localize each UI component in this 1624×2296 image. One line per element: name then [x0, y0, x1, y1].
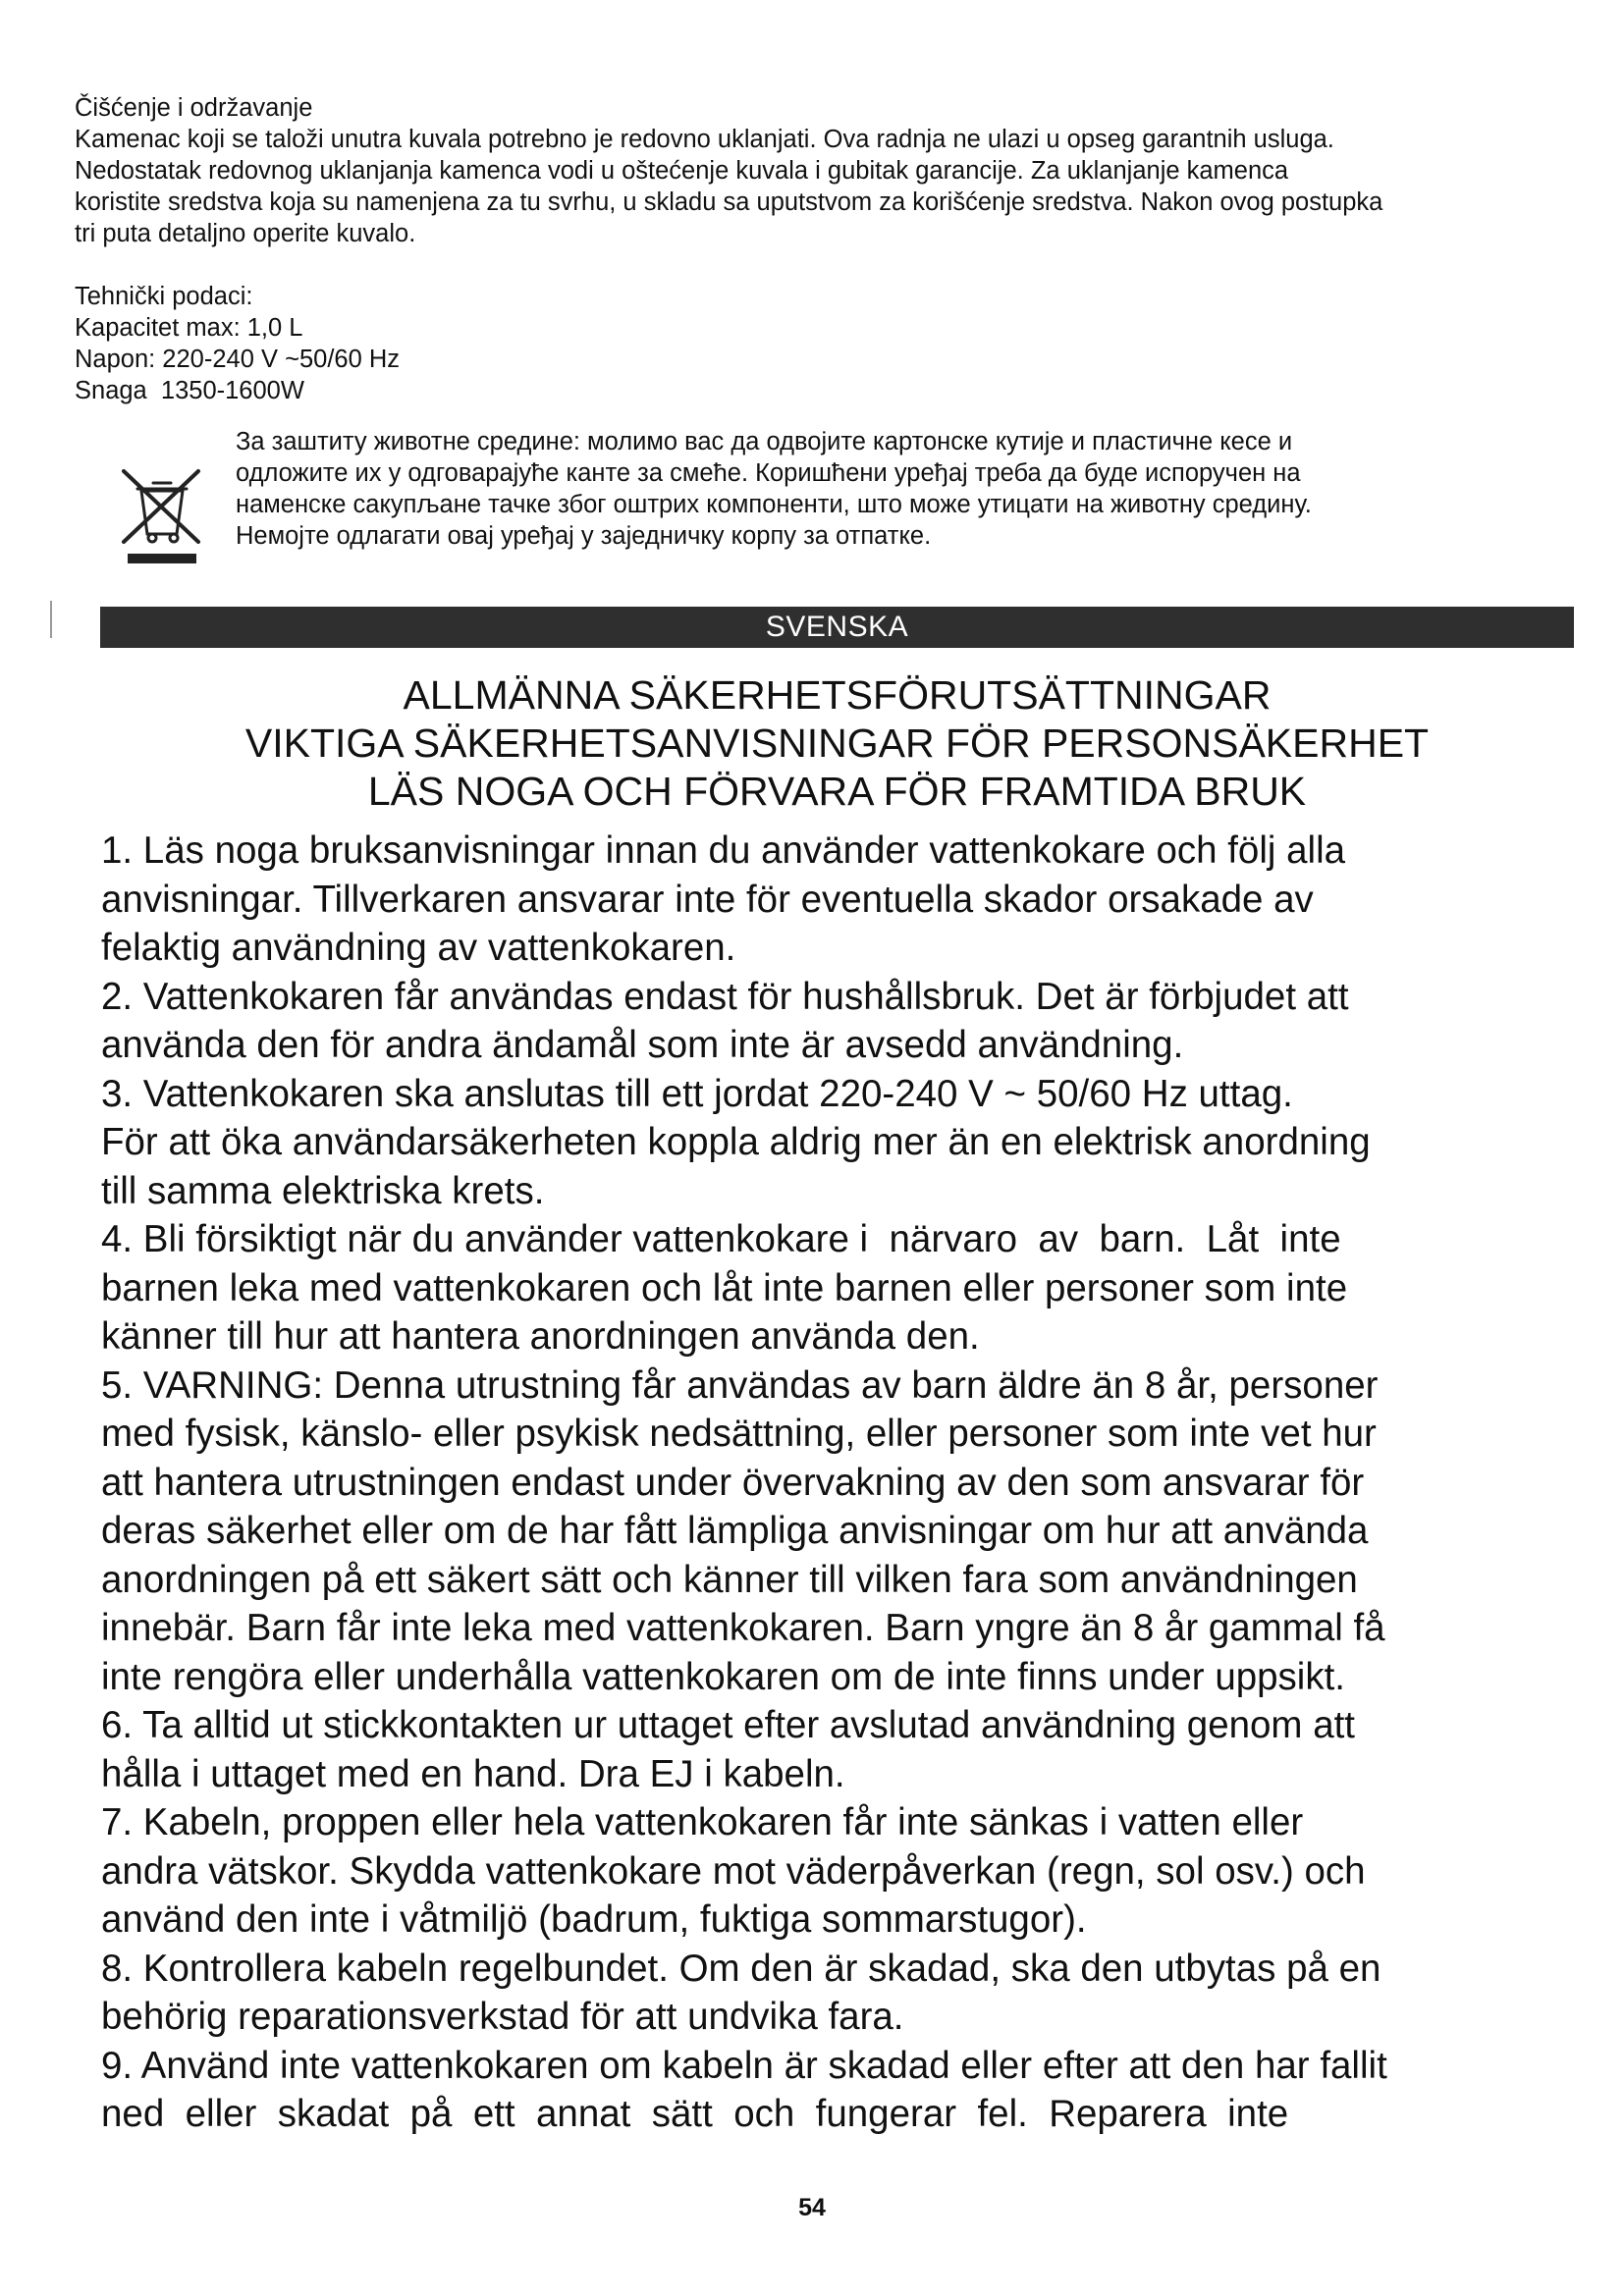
- list-line: känner till hur att hantera anordningen använda den.: [101, 1315, 980, 1358]
- list-line: använd den inte i våtmiljö (badrum, fuktiga sommarstugor).: [101, 1898, 1087, 1941]
- tech-capacity: Kapacitet max: 1,0 L: [75, 314, 303, 342]
- recycling-line: наменске сакупљане тачке због оштрих компоненти, што може утицати на животну средину.: [236, 491, 1312, 518]
- language-section-bar: SVENSKA: [100, 607, 1574, 648]
- cleaning-title: Čišćenje i održavanje: [75, 94, 313, 122]
- recycling-line: За заштиту животне средине: молимо вас да одвојите картонске кутије и пластичне кесе и: [236, 428, 1293, 455]
- list-line: 9. Använd inte vattenkokaren om kabeln är skadad eller efter att den har fallit: [101, 2044, 1387, 2087]
- list-line: behörig reparationsverkstad för att undvika fara.: [101, 1996, 904, 2038]
- cleaning-line: Nedostatak redovnog uklanjanja kamenca vodi u oštećenje kuvala i gubitak garancije. Za uklanjanje kamenca: [75, 157, 1289, 185]
- list-line: hålla i uttaget med en hand. Dra EJ i kabeln.: [101, 1752, 845, 1795]
- cleaning-line: tri puta detaljno operite kuvalo.: [75, 220, 416, 247]
- cleaning-line: Kamenac koji se taloži unutra kuvala potrebno je redovno uklanjati. Ova radnja ne ulazi u opseg garantnih usluga.: [75, 126, 1334, 153]
- recycling-line: одложите их у одговарајуће канте за смеће. Коришћени уређај треба да буде испоручен на: [236, 459, 1301, 487]
- list-line: deras säkerhet eller om de har fått lämpliga anvisningar om hur att använda: [101, 1510, 1369, 1552]
- cleaning-and-tech-section: [75, 92, 1581, 406]
- list-line: felaktig användning av vattenkokaren.: [101, 927, 736, 969]
- tech-title: Tehnički podaci:: [75, 283, 253, 310]
- recycling-notice: [236, 426, 1542, 552]
- list-line: andra vätskor. Skydda vattenkokare mot väderpåverkan (regn, sol osv.) och: [101, 1849, 1366, 1893]
- list-line: anordningen på ett säkert sätt och känner till vilken fara som användningen: [101, 1558, 1358, 1601]
- page-number: 54: [798, 2194, 826, 2221]
- tech-power: Snaga 1350-1600W: [75, 377, 304, 404]
- cleaning-line: koristite sredstva koja su namenjena za tu svrhu, u skladu sa uputstvom za korišćenje sredstva. Nakon ovog postupka: [75, 188, 1383, 216]
- list-line: 3. Vattenkokaren ska anslutas till ett jordat 220-240 V ~ 50/60 Hz uttag.: [101, 1072, 1293, 1115]
- list-line: 7. Kabeln, proppen eller hela vattenkokaren får inte sänkas i vatten eller: [101, 1801, 1304, 1843]
- heading-general-safety: ALLMÄNNA SÄKERHETSFÖRUTSÄTTNINGAR: [403, 672, 1272, 718]
- crossed-out-wheelie-bin-icon: [118, 465, 206, 567]
- list-line: med fysisk, känslo- eller psykisk nedsättning, eller personer som inte vet hur: [101, 1413, 1377, 1455]
- list-line: För att öka användarsäkerheten koppla aldrig mer än en elektrisk anordning: [101, 1121, 1371, 1163]
- safety-headings: [100, 671, 1574, 816]
- list-line: barnen leka med vattenkokaren och låt inte barnen eller personer som inte: [101, 1266, 1348, 1309]
- list-line: 6. Ta alltid ut stickkontakten ur uttaget efter avslutad användning genom att: [101, 1704, 1356, 1746]
- list-line: 8. Kontrollera kabeln regelbundet. Om den är skadad, ska den utbytas på en: [101, 1947, 1381, 1990]
- list-line: ned eller skadat på ett annat sätt och fungerar fel. Reparera inte: [101, 2093, 1289, 2135]
- margin-mark: [50, 601, 52, 638]
- list-line: 2. Vattenkokaren får användas endast för hushållsbruk. Det är förbjudet att: [101, 975, 1349, 1018]
- list-line: att hantera utrustningen endast under övervakning av den som ansvarar för: [101, 1461, 1365, 1504]
- tech-voltage: Napon: 220-240 V ~50/60 Hz: [75, 346, 401, 373]
- list-line: inte rengöra eller underhålla vattenkokaren om de inte finns under uppsikt.: [101, 1655, 1346, 1698]
- list-line: 5. VARNING: Denna utrustning får användas av barn äldre än 8 år, personer: [101, 1363, 1379, 1407]
- list-line: innebär. Barn får inte leka med vattenkokaren. Barn yngre än 8 år gammal få: [101, 1607, 1385, 1649]
- list-line: anvisningar. Tillverkaren ansvarar inte för eventuella skador orsakade av: [101, 878, 1314, 921]
- heading-read-carefully: LÄS NOGA OCH FÖRVARA FÖR FRAMTIDA BRUK: [367, 769, 1307, 814]
- list-line: 4. Bli försiktigt när du använder vattenkokare i närvaro av barn. Låt inte: [101, 1218, 1341, 1260]
- list-line: till samma elektriska krets.: [101, 1169, 545, 1212]
- list-line: använda den för andra ändamål som inte är avsedd användning.: [101, 1024, 1184, 1066]
- list-line: 1. Läs noga bruksanvisningar innan du använder vattenkokare och följ alla: [101, 829, 1346, 872]
- heading-important-instructions: VIKTIGA SÄKERHETSANVISNINGAR FÖR PERSONSÄKERHET: [244, 721, 1430, 766]
- recycling-line: Немојте одлагати овај уређај у заједничку корпу за отпатке.: [236, 522, 932, 550]
- safety-instructions-list: [101, 827, 1571, 2139]
